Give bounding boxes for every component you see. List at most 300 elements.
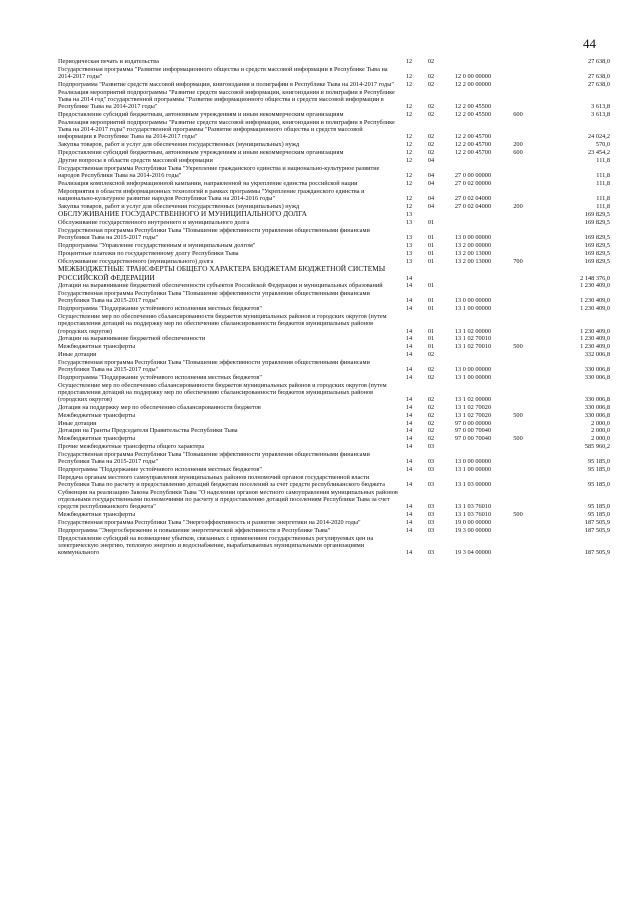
table-row [58, 535, 610, 557]
row-section-code: 14 [405, 503, 413, 511]
row-section-code: 14 [405, 526, 413, 534]
row-target-article [442, 157, 504, 165]
row-target-article: 13 2 00 13000 [454, 257, 492, 265]
row-subsection-code: 01 [427, 242, 435, 250]
row-target-article: 13 1 00 00000 [454, 373, 492, 381]
row-name: Государственная программа "Развитие информационного общества и средств массовой информации в Республике Тыва на 2014-2017 годы" [58, 65, 388, 81]
row-amount: 111,8 [596, 171, 610, 179]
row-section-code: 14 [405, 443, 413, 451]
table-row [58, 451, 610, 466]
row-expense-type [504, 451, 532, 466]
row-amount: 169 829,5 [584, 211, 610, 219]
row-target-article: 27 0 00 00000 [454, 171, 492, 179]
row-amount: 95 185,0 [587, 511, 610, 519]
row-section-code: 13 [405, 242, 413, 250]
row-amount: 332 006,8 [584, 351, 610, 358]
row-subsection-code: 03 [427, 549, 435, 557]
row-target-article: 13 1 00 00000 [454, 305, 492, 313]
row-target-article: 13 1 02 70010 [454, 335, 492, 343]
row-target-article: 97 0 00 70040 [454, 435, 492, 443]
row-expense-type: 500 [513, 511, 523, 519]
row-expense-type [504, 219, 532, 227]
row-name: Закупка товаров, работ и услуг для обеспечения государственных (муниципальных) нужд [58, 141, 300, 149]
row-section-code: 14 [405, 327, 413, 335]
row-name: Субвенции на реализацию Закона Республики Тыва "О наделении органов местного самоуправления муниципальных районов отдельными государственными полномочиями по расчету и предоставлению дотаций поселениям Республики Тыва за счет средств республиканского бюджета" [58, 488, 398, 511]
row-amount: 330 006,8 [584, 404, 610, 412]
row-target-article [442, 265, 504, 282]
table-row [58, 89, 610, 111]
row-amount: 187 505,9 [584, 519, 610, 527]
table-row [58, 250, 610, 258]
row-section-code: 14 [405, 274, 413, 282]
row-amount: 95 185,0 [587, 458, 610, 466]
row-section-code: 12 [405, 194, 413, 202]
row-section-code: 12 [405, 111, 413, 119]
row-section-code: 13 [405, 257, 413, 265]
table-row [58, 305, 610, 313]
row-expense-type [504, 374, 532, 382]
row-section-code: 14 [405, 511, 413, 519]
table-row [58, 351, 610, 359]
row-name: Межбюджетные трансферты [58, 511, 136, 519]
row-amount: 27 638,0 [587, 80, 610, 88]
row-expense-type: 700 [513, 257, 523, 265]
row-name: Периодическая печать и издательства [58, 58, 159, 65]
row-section-code: 14 [405, 549, 413, 557]
row-amount: 187 505,9 [584, 549, 610, 557]
row-target-article: 13 0 00 00000 [454, 297, 492, 305]
row-amount: 23 454,2 [587, 149, 610, 157]
table-row [58, 290, 610, 305]
row-target-article: 13 1 02 70010 [454, 343, 492, 351]
row-name: Подпрограмма "Поддержание устойчивого исполнения местных бюджетов" [58, 373, 262, 381]
row-amount: 95 185,0 [587, 481, 610, 489]
row-target-article: 12 2 00 45700 [454, 141, 492, 149]
row-name: Осуществление мер по обеспечению сбалансированности бюджетов муниципальных районов и городских округов (путем предоставления дотаций на поддержку мер по обеспечению сбалансированности бюджетов муниципальных районов (городских округов) [58, 313, 387, 335]
row-section-code: 13 [405, 219, 413, 227]
row-name: Предоставление субсидий на возмещение убытков, связанных с применением государственных регулируемых цен на электрическую энергию, тепловую энергию и водоснабжение, вырабатываемых муниципальными организациями коммунального [58, 534, 374, 557]
table-row [58, 180, 610, 188]
row-subsection-code: 02 [427, 80, 435, 88]
row-name: Подпрограмма "Поддержание устойчивого исполнения местных бюджетов" [58, 465, 262, 473]
table-row [58, 149, 610, 157]
row-target-article: 97 0 00 70040 [454, 427, 492, 435]
row-subsection-code: 01 [427, 327, 435, 335]
row-section-code: 14 [405, 343, 413, 351]
row-expense-type: 200 [513, 202, 523, 210]
row-target-article: 12 2 00 45500 [454, 103, 492, 111]
table-row [58, 188, 610, 203]
row-amount: 2 148 376,0 [580, 274, 610, 282]
table-row [58, 466, 610, 474]
row-section-code: 14 [405, 366, 413, 374]
row-expense-type [504, 242, 532, 250]
row-expense-type [504, 180, 532, 188]
row-expense-type [504, 188, 532, 203]
row-expense-type [504, 227, 532, 242]
row-target-article [442, 351, 504, 359]
row-expense-type [504, 466, 532, 474]
row-target-article: 19 3 00 00000 [454, 526, 492, 534]
row-subsection-code: 02 [427, 373, 435, 381]
row-target-article [442, 219, 504, 227]
row-expense-type [504, 382, 532, 404]
row-expense-type [504, 265, 532, 282]
row-section-code: 13 [405, 234, 413, 242]
row-expense-type [504, 58, 532, 66]
row-amount: 585 960,2 [584, 443, 610, 451]
row-section-code: 14 [405, 427, 413, 435]
row-expense-type [504, 250, 532, 258]
row-amount: 1 230 409,0 [580, 343, 610, 351]
row-name: Подпрограмма "Управление государственным и муниципальным долгом" [58, 242, 256, 250]
row-name: Дотации на выравнивание бюджетной обеспеченности [58, 335, 206, 343]
row-amount: 27 638,0 [587, 73, 610, 81]
row-expense-type [504, 305, 532, 313]
row-subsection-code: 02 [427, 366, 435, 374]
row-name: Государственная программа Республики Тыва "Повышение эффективности управления общественными финансами Республики Тыва на 2015-2017 годы" [58, 290, 370, 305]
row-section-code: 14 [405, 373, 413, 381]
row-expense-type [504, 474, 532, 489]
row-amount: 111,8 [596, 179, 610, 187]
row-section-code: 12 [405, 141, 413, 149]
row-subsection-code [420, 265, 442, 282]
row-expense-type [504, 359, 532, 374]
table-row [58, 489, 610, 511]
row-expense-type: 600 [513, 111, 523, 119]
row-amount: 1 230 409,0 [580, 297, 610, 305]
table-row [58, 111, 610, 119]
row-name: Реализация мероприятий подпрограммы "Развитие средств массовой информации, книгоиздания и полиграфии в Республике Тыва на 2014-2017 годы" государственной программы "Развитие информационного общества и средств массовой информации в Республике Тыва на 2014-2017 годы" [58, 118, 395, 141]
row-subsection-code: 02 [427, 103, 435, 111]
row-subsection-code: 02 [427, 411, 435, 419]
row-name: Межбюджетные трансферты [58, 435, 136, 443]
row-target-article: 13 1 03 76010 [454, 503, 492, 511]
row-amount: 27 638,0 [587, 58, 610, 65]
row-expense-type [504, 420, 532, 428]
row-expense-type [504, 165, 532, 180]
row-subsection-code: 02 [427, 149, 435, 157]
row-subsection-code: 04 [427, 179, 435, 187]
row-expense-type: 500 [513, 343, 523, 351]
table-row [58, 58, 610, 66]
table-row [58, 282, 610, 290]
row-target-article: 13 2 00 13000 [454, 249, 492, 257]
row-subsection-code: 02 [427, 404, 435, 412]
row-expense-type [504, 519, 532, 527]
row-target-article: 19 3 04 00000 [454, 549, 492, 557]
row-section-code: 12 [405, 58, 413, 65]
row-target-article: 12 2 00 45700 [454, 133, 492, 141]
row-amount: 95 185,0 [587, 503, 610, 511]
table-row [58, 404, 610, 412]
row-name: Межбюджетные трансферты [58, 411, 136, 419]
row-expense-type [504, 290, 532, 305]
row-subsection-code: 01 [427, 219, 435, 227]
row-section-code: 14 [405, 396, 413, 404]
table-row [58, 66, 610, 81]
row-section-code: 12 [405, 179, 413, 187]
row-subsection-code: 02 [427, 73, 435, 81]
row-name: Иные дотации [58, 419, 97, 427]
row-subsection-code: 02 [427, 427, 435, 435]
row-target-article: 97 0 00 00000 [454, 419, 492, 427]
row-name: Государственная программа Республики Тыва "Повышение эффективности управления общественными финансами Республики Тыва на 2015-2017 годы" [58, 358, 370, 374]
row-name: Передача органам местного самоуправления муниципальных районов полномочий органов государственной власти Республики Тыва по расчету и предоставлению дотаций бюджетам поселений за счет средств республиканского бюджета [58, 473, 385, 489]
row-subsection-code: 04 [427, 202, 435, 210]
row-expense-type [504, 527, 532, 535]
row-amount: 3 613,8 [591, 103, 610, 111]
row-amount: 2 000,0 [591, 435, 610, 443]
row-target-article: 12 2 00 00000 [454, 80, 492, 88]
page-number: 44 [583, 36, 596, 51]
row-subsection-code: 01 [427, 234, 435, 242]
table-row [58, 157, 610, 165]
row-subsection-code: 01 [427, 257, 435, 265]
table-row [58, 313, 610, 335]
table-row [58, 81, 610, 89]
row-name: Реализация комплексной информационной кампании, направленной на укрепление единства российской нации [58, 179, 358, 187]
row-section-code: 12 [405, 149, 413, 157]
row-subsection-code: 02 [427, 141, 435, 149]
budget-table [58, 58, 610, 557]
row-amount: 169 829,5 [584, 242, 610, 250]
table-row [58, 141, 610, 149]
row-name: Обслуживание государственного (муниципального) долга [58, 257, 214, 265]
table-row [58, 219, 610, 227]
row-section-code: 12 [405, 156, 413, 164]
table-row [58, 227, 610, 242]
row-expense-type [504, 81, 532, 89]
row-name: Дотация на поддержку мер по обеспечению сбалансированности бюджетов [58, 404, 261, 412]
row-name: Обслуживание государственного внутреннего и муниципального долга [58, 219, 250, 227]
table-row [58, 427, 610, 435]
row-amount: 169 829,5 [584, 257, 610, 265]
table-row [58, 382, 610, 404]
row-expense-type [504, 335, 532, 343]
row-subsection-code: 04 [427, 194, 435, 202]
row-target-article: 19 0 00 00000 [454, 519, 492, 527]
row-section-code: 12 [405, 80, 413, 88]
row-section-code: 14 [405, 465, 413, 473]
row-section-code: 14 [405, 335, 413, 343]
row-subsection-code: 03 [427, 481, 435, 489]
table-row [58, 242, 610, 250]
row-name: МЕЖБЮДЖЕТНЫЕ ТРАНСФЕРТЫ ОБЩЕГО ХАРАКТЕРА БЮДЖЕТАМ БЮДЖЕТНОЙ СИСТЕМЫ РОССИЙСКОЙ ФЕДЕРАЦИИ [58, 264, 386, 282]
row-expense-type [504, 157, 532, 165]
row-subsection-code: 02 [427, 111, 435, 119]
row-subsection-code: 04 [427, 171, 435, 179]
row-name: Реализация мероприятий подпрограммы "Развитие средств массовой информации, книгоиздания и полиграфии в Республике Тыва на 2014 год" государственной программы "Развитие информационного общества и средств массовой информации в Республике Тыва на 2014-2017 годы" [58, 88, 395, 111]
row-subsection-code: 02 [427, 396, 435, 404]
row-name: Предоставление субсидий бюджетным, автономным учреждениям и иным некоммерческим организациям [58, 149, 344, 157]
table-row [58, 343, 610, 351]
row-target-article: 13 0 00 00000 [454, 234, 492, 242]
row-name: ОБСЛУЖИВАНИЕ ГОСУДАРСТВЕННОГО И МУНИЦИПАЛЬНОГО ДОЛГА [58, 209, 307, 219]
row-target-article: 13 1 03 76010 [454, 511, 492, 519]
row-amount: 2 000,0 [591, 427, 610, 435]
row-section-code: 14 [405, 519, 413, 527]
row-subsection-code: 01 [427, 282, 435, 290]
row-name: Государственная программа Республики Тыва "Энергоэффективность и развитие энергетики на 2014-2020 годы" [58, 519, 361, 527]
row-subsection-code [420, 210, 442, 219]
row-expense-type [504, 89, 532, 111]
row-target-article [442, 282, 504, 290]
row-subsection-code: 02 [427, 133, 435, 141]
table-row [58, 374, 610, 382]
row-section-code: 14 [405, 305, 413, 313]
row-target-article: 13 1 02 70020 [454, 404, 492, 412]
row-section-code: 14 [405, 297, 413, 305]
row-subsection-code: 03 [427, 465, 435, 473]
table-row [58, 511, 610, 519]
row-expense-type [504, 427, 532, 435]
budget-table-body [58, 58, 610, 557]
row-name: Прочие межбюджетные трансферты общего характера [58, 443, 205, 451]
row-target-article: 13 1 02 70020 [454, 411, 492, 419]
row-subsection-code: 01 [427, 249, 435, 257]
row-expense-type [504, 313, 532, 335]
row-expense-type [504, 489, 532, 511]
row-target-article: 13 1 00 00000 [454, 465, 492, 473]
row-expense-type: 200 [513, 141, 523, 149]
table-row [58, 265, 610, 282]
row-section-code: 14 [405, 411, 413, 419]
row-subsection-code: 02 [427, 419, 435, 427]
row-amount: 111,8 [596, 156, 610, 164]
table-row [58, 435, 610, 443]
row-amount: 1 230 409,0 [580, 327, 610, 335]
row-amount: 95 185,0 [587, 465, 610, 473]
row-name: Другие вопросы в области средств массовой информации [58, 156, 213, 164]
row-subsection-code: 03 [427, 443, 435, 451]
row-amount: 169 829,5 [584, 219, 610, 227]
row-section-code: 12 [405, 202, 413, 210]
row-expense-type [504, 535, 532, 557]
row-target-article: 13 0 00 00000 [454, 458, 492, 466]
row-amount: 3 613,8 [591, 111, 610, 119]
row-expense-type [504, 404, 532, 412]
row-amount: 1 230 409,0 [580, 282, 610, 290]
row-name: Дотации на выравнивание бюджетной обеспеченности субъектов Российской Федерации и муниципальных образований [58, 282, 383, 290]
row-section-code: 14 [405, 419, 413, 427]
row-name: Дотации на Гранты Председателя Правительства Республики Тыва [58, 427, 238, 435]
row-section-code: 12 [405, 103, 413, 111]
row-subsection-code: 04 [427, 156, 435, 164]
table-row [58, 519, 610, 527]
row-expense-type: 600 [513, 149, 523, 157]
row-target-article: 13 1 03 00000 [454, 481, 492, 489]
row-expense-type: 500 [513, 411, 523, 419]
table-row [58, 474, 610, 489]
row-subsection-code: 03 [427, 458, 435, 466]
row-target-article: 13 0 00 00000 [454, 366, 492, 374]
row-name: Подпрограмма "Энергосбережение и повышение энергетической эффективности в Республике Тыва" [58, 526, 331, 534]
row-target-article [442, 210, 504, 219]
row-name: Мероприятия в области информационных технологий в рамках программы "Укрепление гражданского единства и национально-культурное развитие народов Республики Тыва на 2014-2016 годы" [58, 187, 365, 202]
row-target-article: 12 0 00 00000 [454, 73, 492, 81]
row-section-code: 12 [405, 133, 413, 141]
row-section-code: 13 [405, 211, 413, 219]
row-target-article: 12 2 00 45500 [454, 111, 492, 119]
row-amount: 169 829,5 [584, 249, 610, 257]
row-name: Осуществление мер по обеспечению сбалансированности бюджетов муниципальных районов и городских округов (путем предоставления дотаций на поддержку мер по обеспечению сбалансированности бюджетов муниципальных районов (городских округов) [58, 381, 387, 404]
table-row [58, 420, 610, 428]
row-name: Процентные платежи по государственному долгу Республики Тыва [58, 249, 239, 257]
row-expense-type [504, 443, 532, 451]
table-row [58, 210, 610, 219]
row-section-code: 14 [405, 282, 413, 290]
table-row [58, 359, 610, 374]
row-target-article: 13 1 02 00000 [454, 327, 492, 335]
table-row [58, 165, 610, 180]
table-row [58, 527, 610, 535]
table-row [58, 119, 610, 141]
row-amount: 111,8 [596, 194, 610, 202]
row-subsection-code: 02 [427, 351, 435, 358]
row-section-code: 14 [405, 404, 413, 412]
row-amount: 570,0 [595, 141, 610, 149]
row-subsection-code: 01 [427, 305, 435, 313]
row-name: Государственная программа Республики Тыва "Повышение эффективности управления общественными финансами Республики Тыва на 2015-2017 годы" [58, 226, 370, 242]
row-section-code: 14 [405, 458, 413, 466]
row-target-article [442, 58, 504, 66]
table-row [58, 412, 610, 420]
row-expense-type [504, 210, 532, 219]
row-expense-type [504, 66, 532, 81]
row-expense-type [504, 351, 532, 359]
row-name: Закупка товаров, работ и услуг для обеспечения государственных (муниципальных) нужд [58, 202, 300, 210]
row-section-code: 13 [405, 249, 413, 257]
row-expense-type: 500 [513, 435, 523, 443]
row-subsection-code: 02 [427, 58, 435, 65]
row-name: Иные дотации [58, 351, 97, 358]
row-section-code: 12 [405, 73, 413, 81]
row-subsection-code: 02 [427, 435, 435, 443]
row-target-article: 27 0 02 04000 [454, 194, 492, 202]
row-amount: 330 006,8 [584, 396, 610, 404]
row-name: Подпрограмма "Развитие средств массовой информации, книгоиздания и полиграфии в Республике Тыва на 2014-2017 годы" [58, 80, 394, 88]
row-subsection-code: 01 [427, 343, 435, 351]
row-target-article [442, 443, 504, 451]
row-amount: 1 230 409,0 [580, 305, 610, 313]
row-subsection-code: 03 [427, 511, 435, 519]
row-name: Предоставление субсидий бюджетным, автономным учреждениям и иным некоммерческим организациям [58, 111, 344, 119]
row-subsection-code: 03 [427, 519, 435, 527]
row-amount: 330 006,8 [584, 373, 610, 381]
row-section-code: 14 [405, 435, 413, 443]
row-name: Подпрограмма "Поддержание устойчивого исполнения местных бюджетов" [58, 305, 262, 313]
row-amount: 111,8 [596, 202, 610, 210]
table-row [58, 443, 610, 451]
row-target-article: 27 0 02 04000 [454, 202, 492, 210]
row-amount: 24 024,2 [587, 133, 610, 141]
row-name: Государственная программа Республики Тыва "Укрепление гражданского единства и национально-культурное развитие народов Республики Тыва на 2014-2016 годы" [58, 164, 380, 179]
row-name: Государственная программа Республики Тыва "Повышение эффективности управления общественными финансами Республики Тыва на 2015-2017 годы" [58, 450, 370, 466]
row-section-code: 14 [405, 481, 413, 489]
row-amount: 1 230 409,0 [580, 335, 610, 343]
row-subsection-code: 03 [427, 526, 435, 534]
row-target-article: 13 1 02 00000 [454, 396, 492, 404]
row-target-article: 27 0 02 00000 [454, 179, 492, 187]
row-amount: 330 006,8 [584, 366, 610, 374]
row-amount: 2 000,0 [591, 419, 610, 427]
row-name: Межбюджетные трансферты [58, 343, 136, 351]
table-row [58, 335, 610, 343]
row-amount: 169 829,5 [584, 234, 610, 242]
row-section-code: 14 [405, 351, 413, 358]
row-target-article: 13 2 00 00000 [454, 242, 492, 250]
